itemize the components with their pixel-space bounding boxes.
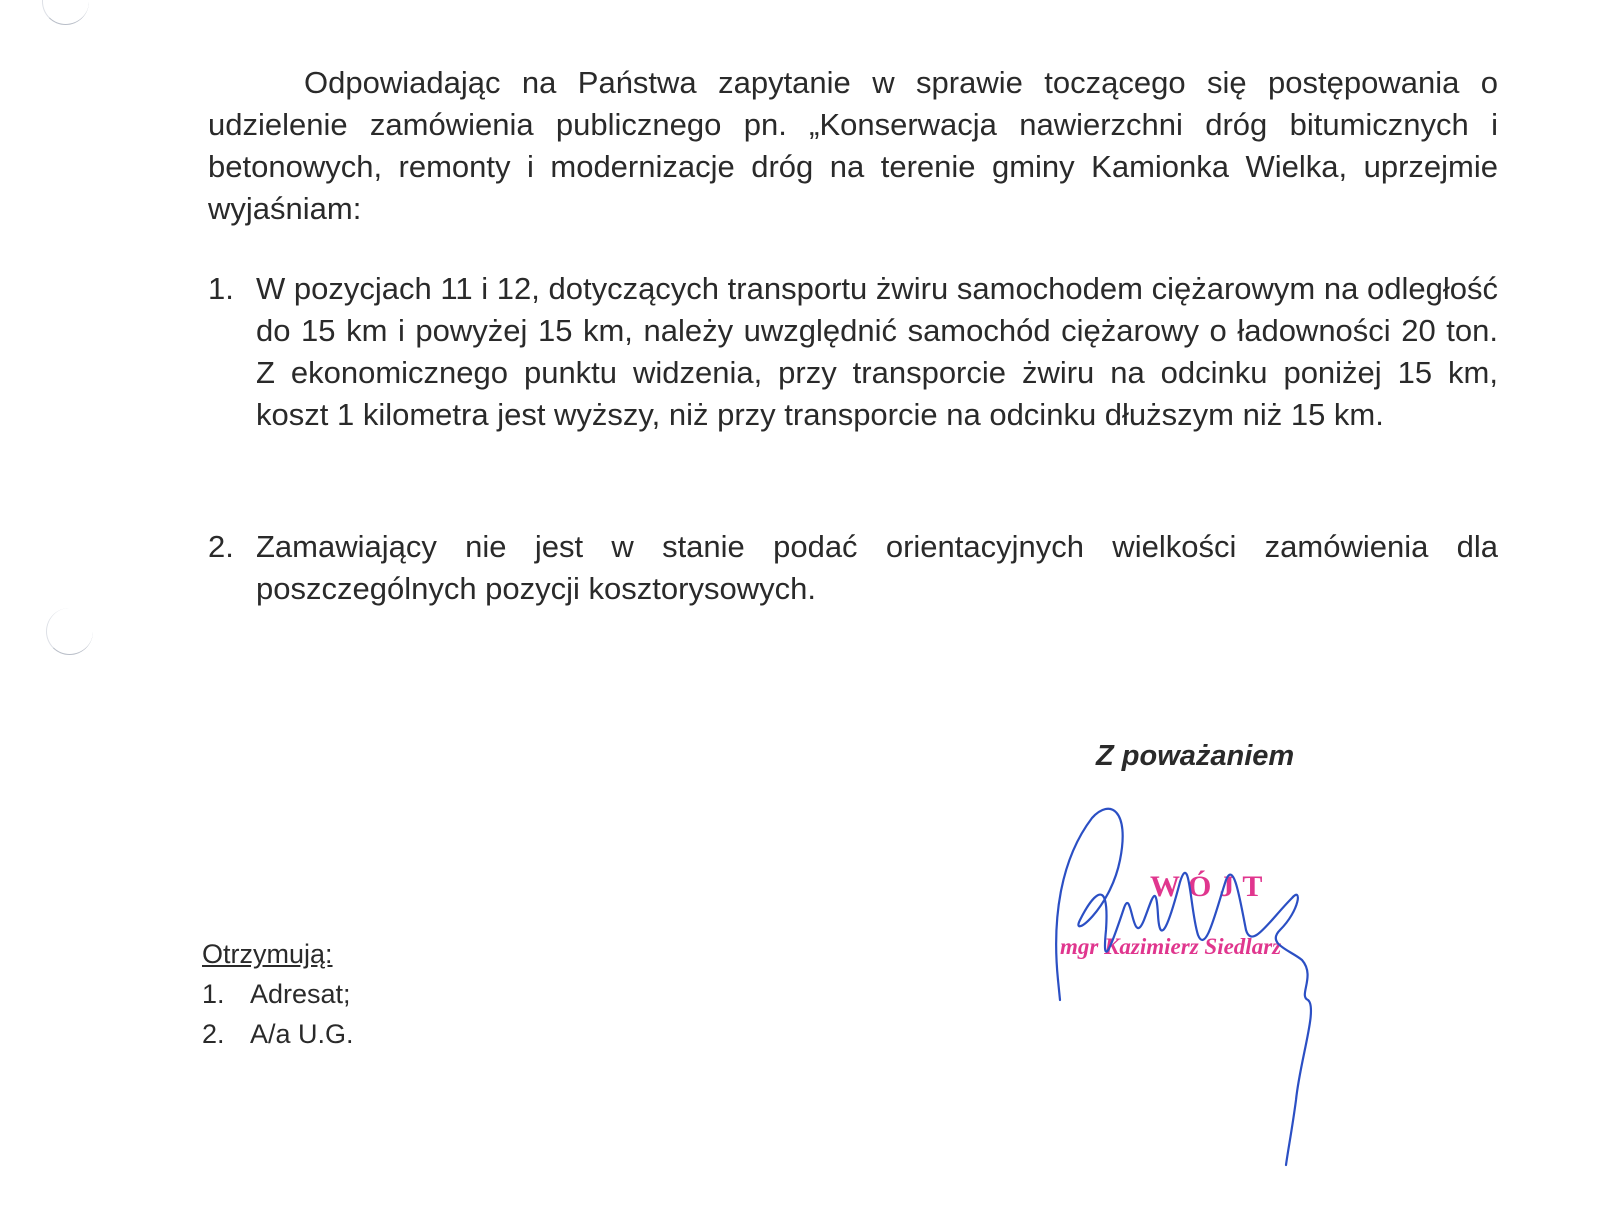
list-item [208,526,1498,610]
stamp-name: mgr Kazimierz Siedlarz [1060,934,1282,959]
list-item [202,974,354,1014]
recipients-title: Otrzymują: [202,939,333,969]
explanation-list-2 [208,526,1498,610]
recipient-text: Adresat; [250,979,351,1009]
stamp-title: WÓJT [1150,870,1271,903]
list-item [202,1014,354,1054]
list-number: 2. [202,1019,225,1049]
list-number: 1. [208,271,234,306]
punch-hole-top [42,0,89,25]
recipients-list [202,974,354,1054]
list-item [208,268,1498,436]
recipient-text: A/a U.G. [250,1019,354,1049]
list-item-text: W pozycjach 11 i 12, dotyczących transportu żwiru samochodem ciężarowym na odległość do 15 km i powyżej 15 km, należy uwzględnić samochód ciężarowy o ładowności 20 ton. Z ekonomicznego punktu widzenia, przy transporcie żwiru na odcinku poniżej 15 km, koszt 1 kilometra jest wyższy, niż przy transporcie na odcinku dłuższym niż 15 km. [256,271,1498,432]
recipients-block [202,934,354,1054]
closing-salutation: Z poważaniem [1096,740,1295,772]
explanation-list-1 [208,268,1498,436]
punch-hole-middle [46,608,93,655]
handwritten-signature [1040,800,1340,1170]
list-number: 2. [208,529,234,564]
intro-paragraph: Odpowiadając na Państwa zapytanie w sprawie toczącego się postępowania o udzielenie zamówienia publicznego pn. „Konserwacja nawierzchni dróg bitumicznych i betonowych, remonty i modernizacje dróg na terenie gminy Kamionka Wielka, uprzejmie wyjaśniam: [208,65,1498,226]
list-number: 1. [202,979,225,1009]
list-item-text: Zamawiający nie jest w stanie podać orientacyjnych wielkości zamówienia dla poszczególnych pozycji kosztorysowych. [256,529,1498,606]
